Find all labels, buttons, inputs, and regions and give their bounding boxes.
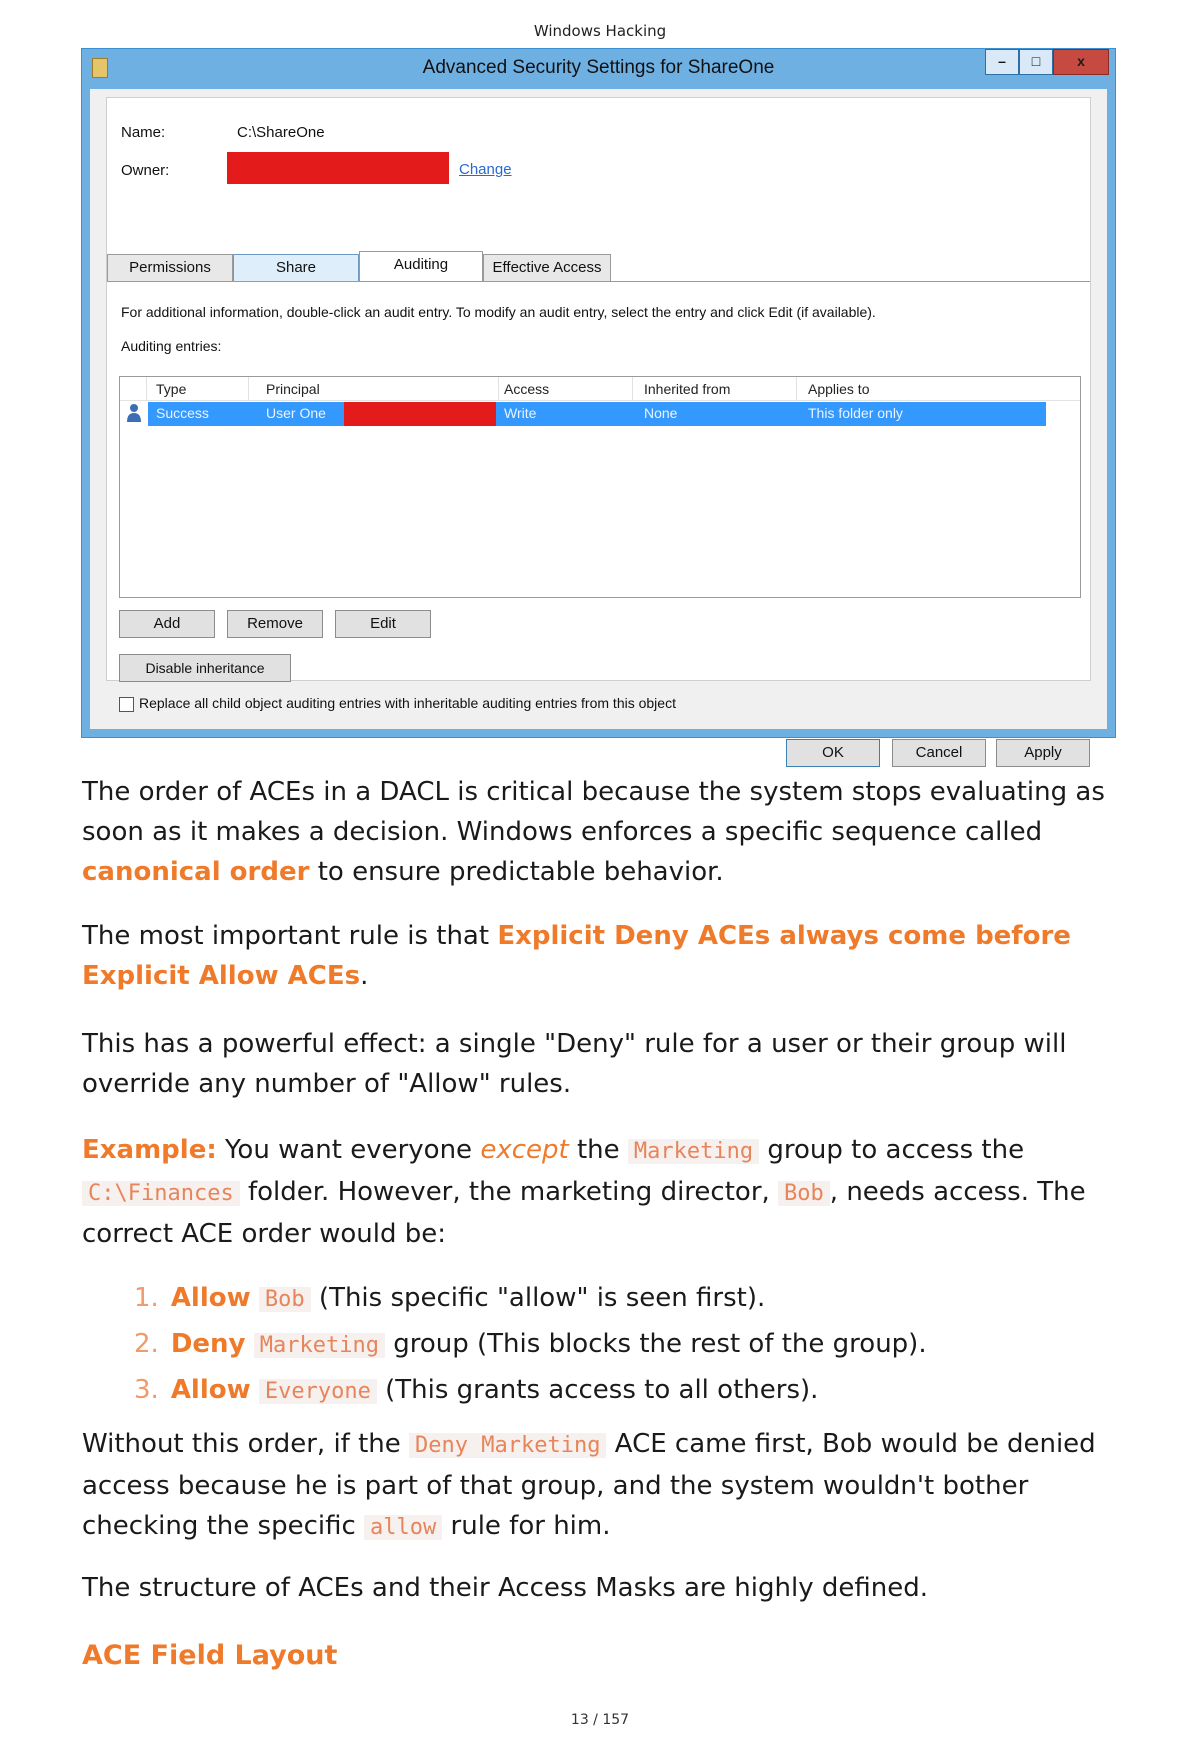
paragraph-canonical-order: The order of ACEs in a DACL is critical because the system stops evaluating as soon as it makes a decision. Windows enforces a specific sequence called canonical order to ensure predictable behavior. [82, 777, 1105, 887]
window-controls [985, 49, 1109, 75]
settings-panel [106, 97, 1091, 711]
tab-share[interactable]: Share [233, 254, 359, 282]
ace-order-list [134, 1278, 1134, 1416]
column-applies-to[interactable]: Applies to [808, 381, 870, 397]
user-icon [126, 403, 142, 423]
minimize-button[interactable]: – [985, 49, 1019, 75]
inline-code: Deny Marketing [409, 1433, 606, 1458]
section-heading: ACE Field Layout [82, 1640, 338, 1671]
example-label: Example: [82, 1135, 217, 1165]
close-button[interactable]: x [1053, 49, 1109, 75]
cell-principal: User One [266, 405, 326, 421]
cell-access: Write [504, 405, 537, 421]
column-inherited-from[interactable]: Inherited from [644, 381, 731, 397]
name-label: Name: [121, 124, 166, 141]
inline-code: Marketing [254, 1333, 385, 1358]
paragraph-without-order: Without this order, if the Deny Marketing ACE came first, Bob would be denied access because he is part of that group, and the system wouldn't bother checking the specific allow rule for him. [82, 1429, 1096, 1541]
paragraph-deny-before-allow: The most important rule is that Explicit Deny ACEs always come before Explicit Allow ACEs. [82, 921, 1071, 991]
owner-label: Owner: [121, 162, 170, 179]
tab-divider [107, 281, 1090, 282]
info-text: For additional information, double-click an audit entry. To modify an audit entry, select the entry and click Edit (if available). [121, 304, 876, 320]
table-row[interactable] [148, 402, 1046, 426]
replace-child-entries-label: Replace all child object auditing entries with inheritable auditing entries from this object [139, 695, 676, 711]
replace-child-entries-checkbox[interactable] [119, 697, 134, 712]
apply-button[interactable]: Apply [996, 739, 1090, 767]
column-type[interactable]: Type [156, 381, 187, 397]
column-separator [498, 377, 499, 401]
list-item: 2. Deny Marketing group (This blocks the rest of the group). [134, 1329, 927, 1359]
emphasis-except: except [480, 1135, 569, 1165]
column-access[interactable]: Access [504, 381, 550, 397]
cell-type: Success [156, 405, 209, 421]
column-separator [146, 377, 147, 401]
column-separator [248, 377, 249, 401]
column-separator [796, 377, 797, 401]
highlight-deny-before-allow: Explicit Deny ACEs always come before Explicit Allow ACEs [82, 921, 1071, 991]
restore-button[interactable]: □ [1019, 49, 1053, 75]
disable-inheritance-button[interactable]: Disable inheritance [119, 654, 291, 682]
inline-code: Marketing [628, 1139, 759, 1164]
inline-code: Bob [259, 1287, 311, 1312]
edit-button[interactable]: Edit [335, 610, 431, 638]
list-item: 3. Allow Everyone (This grants access to all others). [134, 1375, 819, 1405]
cell-applies-to: This folder only [808, 405, 903, 421]
tab-effective-access[interactable]: Effective Access [483, 254, 611, 282]
list-item: 1. Allow Bob (This specific "allow" is seen first). [134, 1283, 766, 1313]
inline-code: allow [364, 1515, 442, 1540]
remove-button[interactable]: Remove [227, 610, 323, 638]
ok-button[interactable]: OK [786, 739, 880, 767]
paragraph-example: Example: You want everyone except the Marketing group to access the C:\Finances folder. However, the marketing director, Bob , needs access. The correct ACE order would be: [82, 1135, 1086, 1249]
dialog-body [90, 89, 1107, 761]
inline-code: Everyone [259, 1379, 377, 1404]
auditing-entries-label: Auditing entries: [121, 338, 222, 354]
tab-auditing[interactable]: Auditing [359, 251, 483, 282]
inline-code: Bob [778, 1181, 830, 1206]
cancel-button[interactable]: Cancel [892, 739, 986, 767]
list-header [120, 377, 1080, 401]
column-separator [632, 377, 633, 401]
highlight-canonical-order: canonical order [82, 857, 310, 887]
column-principal[interactable]: Principal [266, 381, 320, 397]
owner-redaction [227, 152, 449, 184]
advanced-security-dialog-screenshot [81, 48, 1116, 761]
principal-redaction [344, 402, 496, 426]
name-value: C:\ShareOne [237, 124, 325, 141]
auditing-entries-list[interactable] [119, 376, 1081, 598]
tab-permissions[interactable]: Permissions [107, 254, 233, 282]
running-header: Windows Hacking [533, 22, 667, 40]
paragraph-deny-override: This has a powerful effect: a single "Deny" rule for a user or their group will override any number of "Allow" rules. [82, 1029, 1067, 1099]
paragraph-structure: The structure of ACEs and their Access Masks are highly defined. [82, 1573, 928, 1603]
page-number: 13 / 157 [570, 1712, 630, 1728]
add-button[interactable]: Add [119, 610, 215, 638]
inline-code: C:\Finances [82, 1181, 240, 1206]
dialog-title: Advanced Security Settings for ShareOne [422, 57, 775, 78]
cell-inherited-from: None [644, 405, 678, 421]
change-owner-link[interactable]: Change [459, 161, 512, 178]
